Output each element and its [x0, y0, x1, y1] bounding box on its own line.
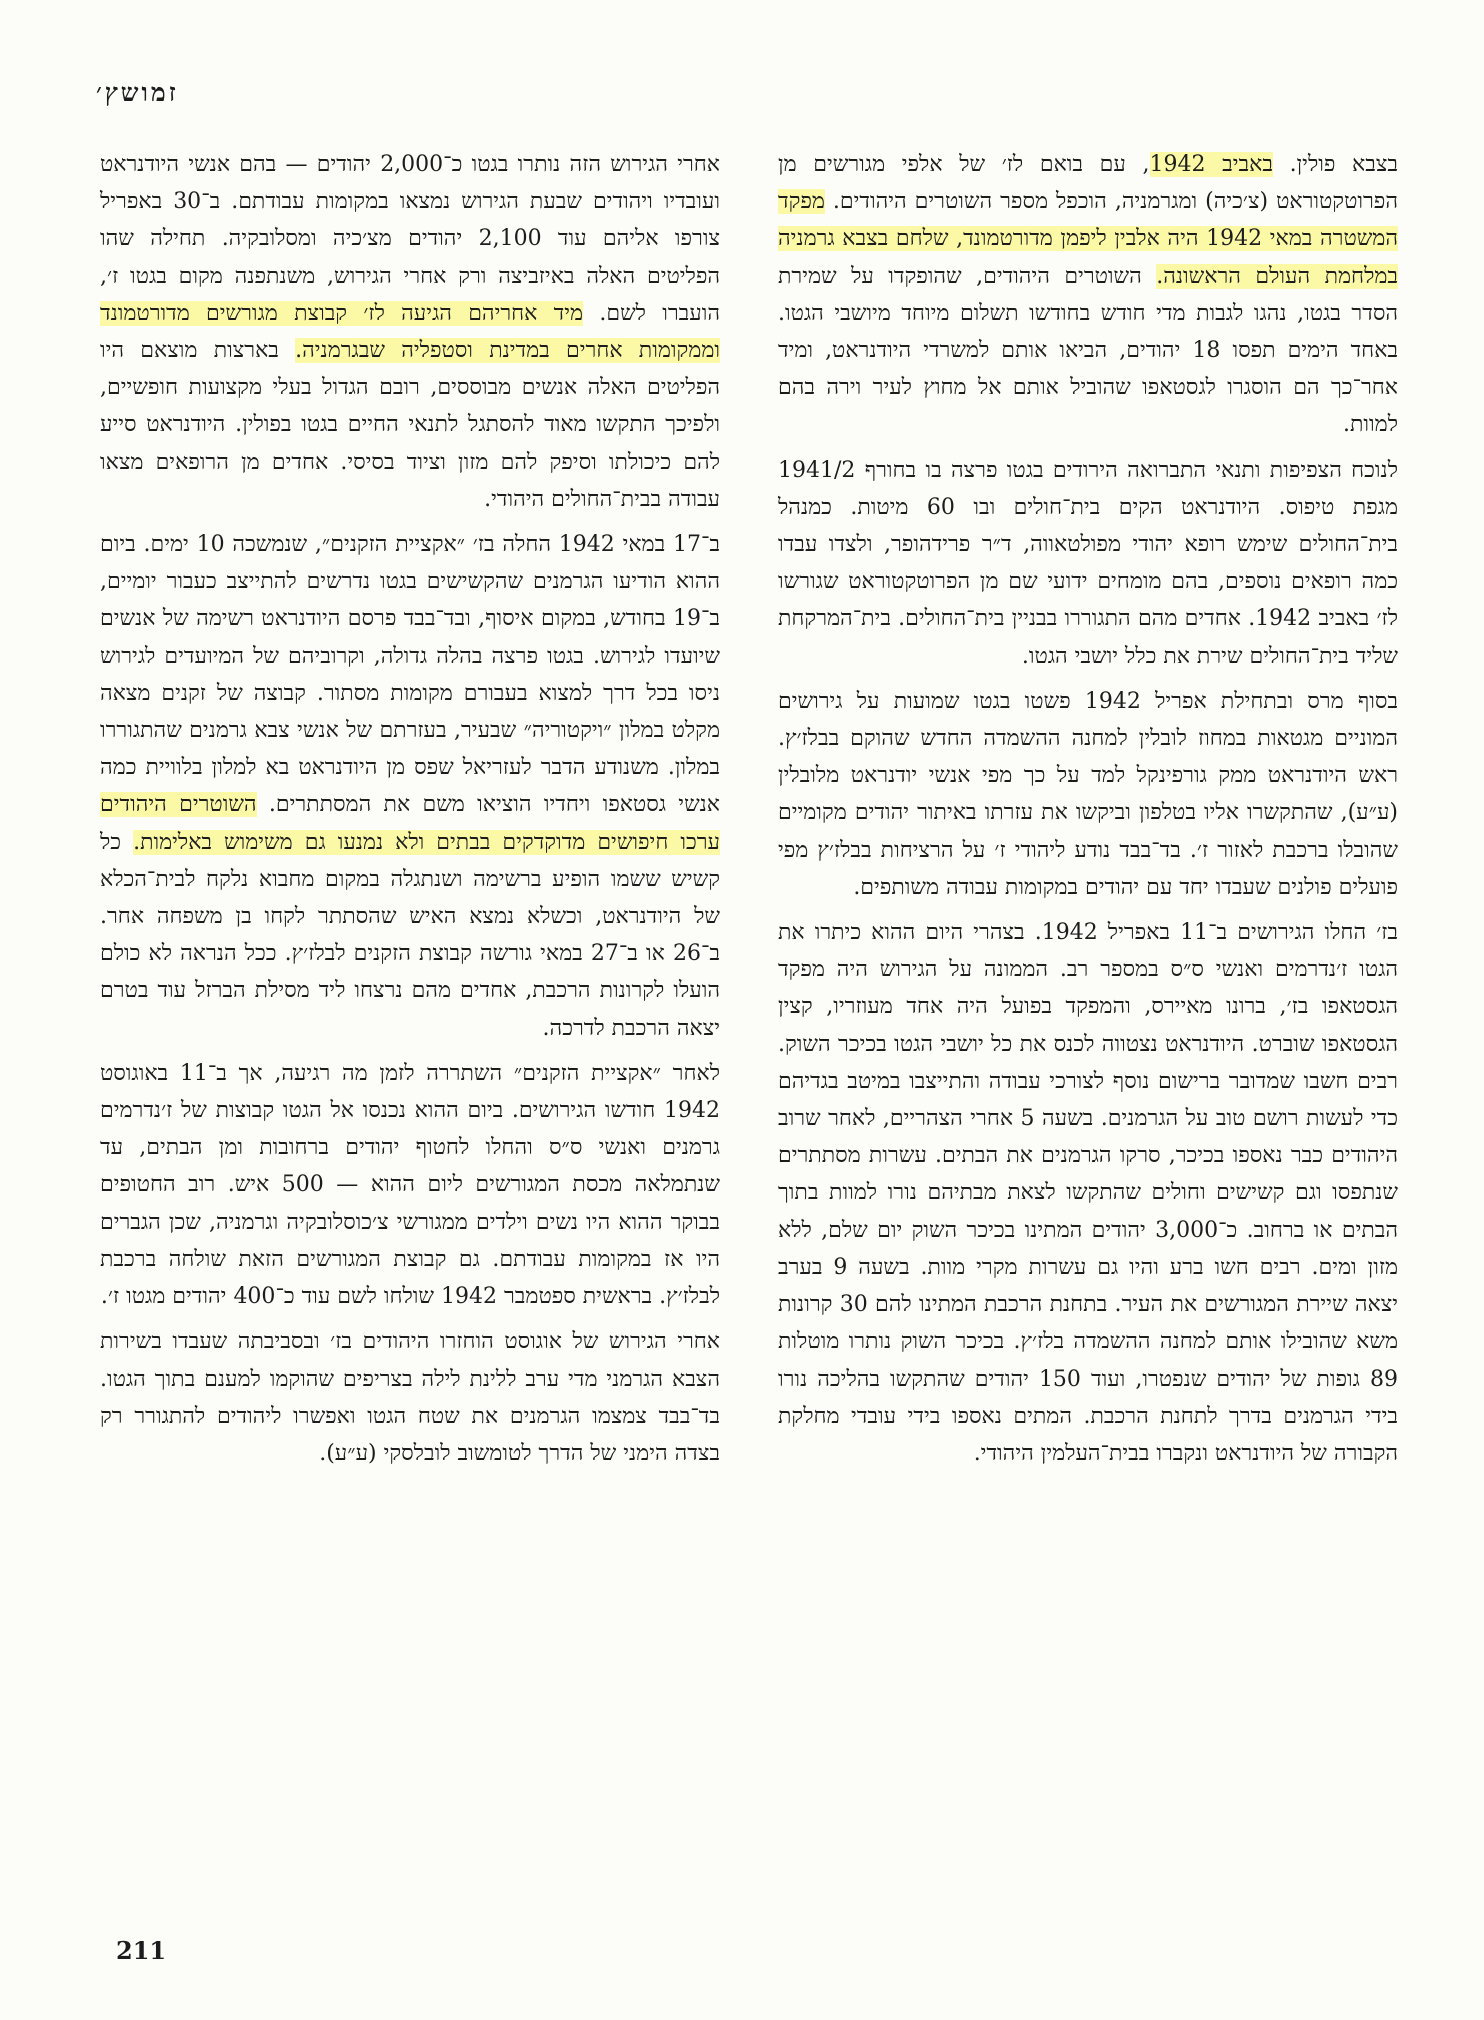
highlight: מיד אחריהם הגיעה לז׳ קבוצת מגורשים מדורטמונד וממקומות אחרים במדינת וסטפליה שבגרמניה.: [100, 300, 720, 364]
left-column: [100, 146, 720, 1480]
highlight: באביב 1942: [1149, 152, 1273, 177]
right-column: [778, 146, 1398, 1480]
paragraph: בצבא פולין. באביב 1942, עם בואם לז׳ של אלפי מגורשים מן הפרוטקטוראט (צ׳כיה) ומגרמניה, הוכפל מספר השוטרים היהודים. מפקד המשטרה במאי 1942 היה אלבין ליפמן מדורטמונד, שלחם בצבא גרמניה במלחמת העולם הראשונה. השוטרים היהודים, שהופקדו על שמירת הסדר בגטו, נהגו לגבות מדי חודש בחודשו תשלום מיוחד מיושבי הגטו. באחד הימים תפסו 18 יהודים, הביאו אותם למשרדי היודנראט, ומיד אחר־כך הם הוסגרו לגסטאפו שהוביל אותם אל מחוץ לעיר וירה בהם למוות.: [778, 152, 1399, 438]
paragraph: אחרי הגירוש הזה נותרו בגטו כ־2,000 יהודים — בהם אנשי היודנראט ועובדיו ויהודים שבעת הגירוש נמצאו במקומות עבודתם. ב־30 באפריל צורפו אליהם עוד 2,100 יהודים מצ׳כיה ומסלובקיה. תחילה שהו הפליטים האלה באיזביצה ורק אחרי הגירוש, משנתפנה מקום בגטו ז׳, הועברו לשם. מיד אחריהם הגיעה לז׳ קבוצת מגורשים מדורטמונד וממקומות אחרים במדינת וסטפליה שבגרמניה. בארצות מוצאם היו הפליטים האלה אנשים מבוססים, רובם הגדול בעלי מקצועות חופשיים, ולפיכך התקשו מאוד להסתגל לתנאי החיים בגטו בפולין. היודנראט סייע להם כיכולתו וסיפק להם מזון וציוד בסיסי. אחדים מן הרופאים מצאו עבודה בבית־החולים היהודי.: [100, 152, 721, 512]
paragraph: ב־17 במאי 1942 החלה בז׳ ״אקציית הזקנים״, שנמשכה 10 ימים. ביום ההוא הודיעו הגרמנים שהקשישים בגטו נדרשים להתייצב כעבור יומיים, ב־19 בחודש, במקום איסוף, ובד־בבד פרסם היודנראט רשימה של אנשים שיועדו לגירוש. בגטו פרצה בהלה גדולה, וקרוביהם של המיועדים לגירוש ניסו בכל דרך למצוא בעבורם מקומות מסתור. קבוצה של זקנים מצאה מקלט במלון ״ויקטוריה״ שבעיר, בעזרתם של אנשי צבא גרמנים שהתגוררו במלון. משנודע הדבר לעזריאל שפס מן היודנראט בא למלון בלוויית כמה אנשי גסטאפו ויחדיו הוציאו משם את המסתתרים. השוטרים היהודים ערכו חיפושים מדוקדקים בבתים ולא נמנעו גם משימוש באלימות. כל קשיש ששמו הופיע ברשימה ושנתגלה במקום מחבוא נלקח לבית־הכלא של היודנראט, וכשלא נמצא האיש שהסתתר לקחו בן משפחה אחר. ב־26 או ב־27 במאי גורשה קבוצת הזקנים לבלז׳ץ. ככל הנראה לא כולם הועלו לקרונות הרכבת, אחדים מהם נרצחו ליד מסילת הברזל עוד בטרם יצאה הרכבת לדרכה.: [100, 532, 721, 1041]
highlight: מפקד המשטרה במאי 1942 היה אלבין ליפמן מדורטמונד, שלחם בצבא גרמניה במלחמת העולם הראשונה.: [778, 189, 1399, 289]
paragraph: אחרי הגירוש של אוגוסט הוחזרו היהודים בז׳ ובסביבתה שעבדו בשירות הצבא הגרמני מדי ערב ללינת לילה בצריפים שהוקמו למענם בתוך הגטו. בד־בבד צמצמו הגרמנים את שטח הגטו ואפשרו ליהודים להתגורר רק בצדה הימני של הדרך לטומשוב לובלסקי (ע״ע).: [100, 1329, 720, 1466]
paragraph: לאחר ״אקציית הזקנים״ השתררה לזמן מה רגיעה, אך ב־11 באוגוסט 1942 חודשו הגירושים. ביום ההוא נכנסו אל הגטו קבוצות של ז׳נדרמים גרמנים ואנשי ס״ס והחלו לחטוף יהודים ברחובות ומן הבתים, עד שנתמלאה מכסת המגורשים ליום ההוא — 500 איש. רוב החטופים בבוקר ההוא היו נשים וילדים ממגורשי צ׳כוסלובקיה וגרמניה, שכן הגברים היו אז במקומות עבודתם. גם קבוצת המגורשים הזאת שולחה ברכבת לבלז׳ץ. בראשית ספטמבר 1942 שולחו לשם עוד כ־400 יהודים מגטו ז׳.: [100, 1060, 720, 1310]
page-number: 211: [116, 1936, 167, 1965]
paragraph: בז׳ החלו הגירושים ב־11 באפריל 1942. בצהרי היום ההוא כיתרו את הגטו ז׳נדרמים ואנשי ס״ס במספר רב. הממונה על הגירוש היה מפקד הגסטאפו בז׳, ברונו מאיירס, והמפקד בפועל היה אחד מעוזריו, קצין הגסטאפו שוברט. היודנראט נצטווה לכנס את כל יושבי הגטו בכיכר השוק. רבים חשבו שמדובר ברישום נוסף לצורכי עבודה והתייצבו במיטב בגדיהם כדי לעשות רושם טוב על הגרמנים. בשעה 5 אחרי הצהריים, לאחר שרוב היהודים כבר נאספו בכיכר, סרקו הגרמנים את הבתים. עשרות מסתתרים שנתפסו וגם קשישים וחולים שהתקשו לצאת מבתיהם נורו למוות בתוך הבתים או ברחוב. כ־3,000 יהודים המתינו בכיכר השוק יום שלם, ללא מזון ומים. רבים חשו ברע והיו גם עשרות מקרי מוות. בשעה 9 בערב יצאה שיירת המגורשים את העיר. בתחנת הרכבת המתינו להם 30 קרונות משא שהובילו אותם למחנה ההשמדה בלז׳ץ. בכיכר השוק נותרו מוטלות 89 גופות של יהודים שנפטרו, ועוד 150 יהודים שהתקשו בהליכה נורו בידי הגרמנים בדרך לתחנת הרכבת. המתים נאספו בידי עובדי מחלקת הקבורה של היודנראט ונקברו בבית־העלמין היהודי.: [778, 920, 1399, 1466]
paragraph: לנוכח הצפיפות ותנאי התברואה הירודים בגטו פרצה בו בחורף 1941/2 מגפת טיפוס. היודנראט הקים בית־חולים ובו 60 מיטות. כמנהל בית־החולים שימש רופא יהודי מפולטאווה, ד״ר פרידהופר, ולצדו עבדו כמה רופאים נוספים, בהם מומחים ידועי שם מן הפרוטקטוראט שגורשו לז׳ באביב 1942. אחדים מהם התגוררו בבניין בית־החולים. בית־המרקחת שליד בית־החולים שירת את כלל יושבי הגטו.: [778, 457, 1398, 669]
highlight: השוטרים היהודים ערכו חיפושים מדוקדקים בבתים ולא נמנעו גם משימוש באלימות.: [100, 792, 720, 855]
paragraph: בסוף מרס ובתחילת אפריל 1942 פשטו בגטו שמועות על גירושים המוניים מגטאות במחוז לובלין למחנה ההשמדה החדש שהוקם בבלז׳ץ. ראש היודנראט ממק גורפינקל למד על כך מפי אנשי יודנראט מלובלין (ע״ע), שהתקשרו אליו בטלפון וביקשו את עזרתו באיתור יהודים מקומיים שהובלו ברכבת לאזור ז׳. בד־בבד נודע ליהודי ז׳ על הרציחות בבלז׳ץ מפי פועלים פולנים שעבדו יחד עם יהודים במקומות עבודה משותפים.: [778, 688, 1399, 900]
running-header: זמושץ׳: [96, 78, 179, 107]
